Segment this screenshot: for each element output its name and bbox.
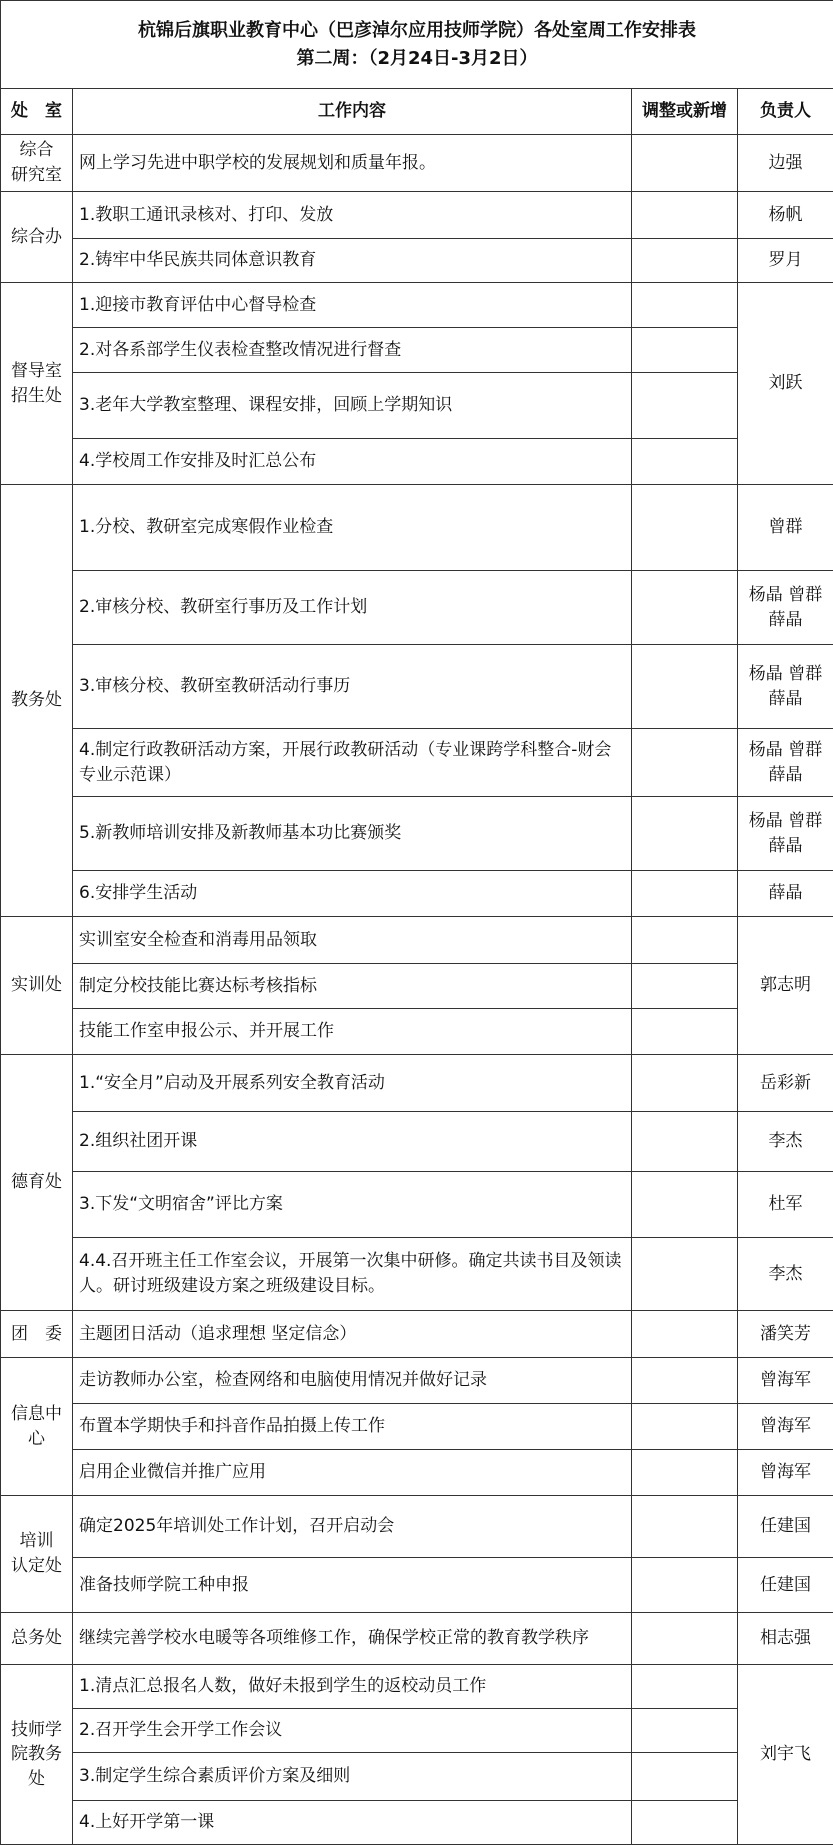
table-row <box>1 1238 833 1311</box>
owner-cell: 曾海军 <box>738 1358 833 1404</box>
table-row <box>1 1311 833 1358</box>
work-item-cell: 网上学习先进中职学校的发展规划和质量年报。 <box>73 135 632 192</box>
table-row <box>1 1709 833 1753</box>
adjust-cell <box>632 1055 738 1112</box>
dept-cell: 技师学 院教务 处 <box>1 1665 73 1845</box>
table-row <box>1 729 833 797</box>
table-row <box>1 871 833 917</box>
owner-cell: 杨帆 <box>738 192 833 239</box>
adjust-cell <box>632 1172 738 1238</box>
dept-cell: 实训处 <box>1 917 73 1055</box>
adjust-cell <box>632 135 738 192</box>
table-row <box>1 328 833 373</box>
title-line-2: 第二周：（2月24日-3月2日） <box>7 45 827 73</box>
owner-cell: 罗月 <box>738 239 833 283</box>
work-item-cell: 2.对各系部学生仪表检查整改情况进行督查 <box>73 328 632 373</box>
work-item-cell: 启用企业微信并推广应用 <box>73 1450 632 1496</box>
owner-cell: 杜军 <box>738 1172 833 1238</box>
title-line-1: 杭锦后旗职业教育中心（巴彦淖尔应用技师学院）各处室周工作安排表 <box>7 17 827 45</box>
table-row <box>1 192 833 239</box>
adjust-cell <box>632 485 738 571</box>
adjust-cell <box>632 328 738 373</box>
table-row <box>1 571 833 645</box>
table-row <box>1 1496 833 1558</box>
table-row <box>1 283 833 328</box>
work-item-cell: 确定2025年培训处工作计划，召开启动会 <box>73 1496 632 1558</box>
work-item-cell: 4.学校周工作安排及时汇总公布 <box>73 439 632 485</box>
header-row <box>1 89 833 135</box>
work-item-cell: 2.召开学生会开学工作会议 <box>73 1709 632 1753</box>
work-item-cell: 3.审核分校、教研室教研活动行事历 <box>73 645 632 729</box>
owner-cell: 曾海军 <box>738 1404 833 1450</box>
work-item-cell: 3.下发“文明宿舍”评比方案 <box>73 1172 632 1238</box>
owner-cell: 任建国 <box>738 1496 833 1558</box>
adjust-cell <box>632 729 738 797</box>
dept-cell: 团 委 <box>1 1311 73 1358</box>
table-row <box>1 485 833 571</box>
work-item-cell: 实训室安全检查和消毒用品领取 <box>73 917 632 964</box>
work-item-cell: 制定分校技能比赛达标考核指标 <box>73 964 632 1009</box>
adjust-cell <box>632 1358 738 1404</box>
owner-cell: 曾群 <box>738 485 833 571</box>
work-item-cell: 1.分校、教研室完成寒假作业检查 <box>73 485 632 571</box>
adjust-cell <box>632 645 738 729</box>
adjust-cell <box>632 239 738 283</box>
adjust-cell <box>632 1238 738 1311</box>
table-row <box>1 964 833 1009</box>
work-item-cell: 2.组织社团开课 <box>73 1112 632 1172</box>
owner-cell: 杨晶 曾群 薛晶 <box>738 571 833 645</box>
adjust-cell <box>632 917 738 964</box>
table-row <box>1 135 833 192</box>
owner-cell: 相志强 <box>738 1613 833 1665</box>
work-item-cell: 准备技师学院工种申报 <box>73 1558 632 1613</box>
adjust-cell <box>632 1558 738 1613</box>
work-item-cell: 1.“安全月”启动及开展系列安全教育活动 <box>73 1055 632 1112</box>
table-row <box>1 1665 833 1709</box>
table-row <box>1 1009 833 1055</box>
table-row <box>1 797 833 871</box>
title-row <box>1 1 833 89</box>
adjust-cell <box>632 571 738 645</box>
work-item-cell: 继续完善学校水电暖等各项维修工作，确保学校正常的教育教学秩序 <box>73 1613 632 1665</box>
work-item-cell: 2.审核分校、教研室行事历及工作计划 <box>73 571 632 645</box>
header-dept: 处 室 <box>1 89 73 135</box>
dept-cell: 综合 研究室 <box>1 135 73 192</box>
dept-cell: 综合办 <box>1 192 73 283</box>
table-row <box>1 1450 833 1496</box>
table-row <box>1 1404 833 1450</box>
work-item-cell: 布置本学期快手和抖音作品拍摄上传工作 <box>73 1404 632 1450</box>
work-item-cell: 4.制定行政教研活动方案，开展行政教研活动（专业课跨学科整合-财会专业示范课） <box>73 729 632 797</box>
work-item-cell: 1.教职工通讯录核对、打印、发放 <box>73 192 632 239</box>
owner-cell: 潘笑芳 <box>738 1311 833 1358</box>
owner-cell: 杨晶 曾群 薛晶 <box>738 645 833 729</box>
work-item-cell: 4.4.召开班主任工作室会议，开展第一次集中研修。确定共读书目及领读人。研讨班级建设方案之班级建设目标。 <box>73 1238 632 1311</box>
owner-cell: 薛晶 <box>738 871 833 917</box>
dept-cell: 总务处 <box>1 1613 73 1665</box>
owner-cell: 杨晶 曾群 薛晶 <box>738 797 833 871</box>
owner-cell: 边强 <box>738 135 833 192</box>
adjust-cell <box>632 1112 738 1172</box>
adjust-cell <box>632 192 738 239</box>
work-item-cell: 主题团日活动（追求理想 坚定信念） <box>73 1311 632 1358</box>
work-item-cell: 1.迎接市教育评估中心督导检查 <box>73 283 632 328</box>
table-row <box>1 1558 833 1613</box>
table-row <box>1 239 833 283</box>
adjust-cell <box>632 1613 738 1665</box>
table-row <box>1 917 833 964</box>
dept-cell: 德育处 <box>1 1055 73 1311</box>
adjust-cell <box>632 871 738 917</box>
owner-cell: 郭志明 <box>738 917 833 1055</box>
table-row <box>1 373 833 439</box>
work-item-cell: 3.老年大学教室整理、课程安排，回顾上学期知识 <box>73 373 632 439</box>
table-row <box>1 1172 833 1238</box>
header-adjust: 调整或新增 <box>632 89 738 135</box>
owner-cell: 岳彩新 <box>738 1055 833 1112</box>
table-title <box>1 1 833 89</box>
adjust-cell <box>632 1404 738 1450</box>
dept-cell: 信息中 心 <box>1 1358 73 1496</box>
owner-cell: 杨晶 曾群 薛晶 <box>738 729 833 797</box>
adjust-cell <box>632 373 738 439</box>
dept-cell: 教务处 <box>1 485 73 917</box>
adjust-cell <box>632 1665 738 1709</box>
table-row <box>1 1613 833 1665</box>
table-row <box>1 1358 833 1404</box>
work-item-cell: 1.清点汇总报名人数，做好未报到学生的返校动员工作 <box>73 1665 632 1709</box>
owner-cell: 曾海军 <box>738 1450 833 1496</box>
table-row <box>1 1055 833 1112</box>
dept-cell: 培训 认定处 <box>1 1496 73 1613</box>
table-row <box>1 645 833 729</box>
work-item-cell: 2.铸牢中华民族共同体意识教育 <box>73 239 632 283</box>
adjust-cell <box>632 1450 738 1496</box>
adjust-cell <box>632 1709 738 1753</box>
adjust-cell <box>632 1753 738 1801</box>
owner-cell: 刘跃 <box>738 283 833 485</box>
adjust-cell <box>632 1311 738 1358</box>
work-item-cell: 6.安排学生活动 <box>73 871 632 917</box>
adjust-cell <box>632 797 738 871</box>
header-content: 工作内容 <box>73 89 632 135</box>
work-item-cell: 4.上好开学第一课 <box>73 1801 632 1845</box>
table-row <box>1 1753 833 1801</box>
owner-cell: 任建国 <box>738 1558 833 1613</box>
work-item-cell: 走访教师办公室，检查网络和电脑使用情况并做好记录 <box>73 1358 632 1404</box>
adjust-cell <box>632 964 738 1009</box>
adjust-cell <box>632 1801 738 1845</box>
adjust-cell <box>632 1496 738 1558</box>
adjust-cell <box>632 283 738 328</box>
table-row <box>1 1112 833 1172</box>
work-item-cell: 5.新教师培训安排及新教师基本功比赛颁奖 <box>73 797 632 871</box>
owner-cell: 李杰 <box>738 1238 833 1311</box>
adjust-cell <box>632 1009 738 1055</box>
work-item-cell: 3.制定学生综合素质评价方案及细则 <box>73 1753 632 1801</box>
dept-cell: 督导室 招生处 <box>1 283 73 485</box>
table-row <box>1 1801 833 1845</box>
owner-cell: 刘宇飞 <box>738 1665 833 1845</box>
table-row <box>1 439 833 485</box>
work-item-cell: 技能工作室申报公示、并开展工作 <box>73 1009 632 1055</box>
owner-cell: 李杰 <box>738 1112 833 1172</box>
adjust-cell <box>632 439 738 485</box>
header-owner: 负责人 <box>738 89 833 135</box>
